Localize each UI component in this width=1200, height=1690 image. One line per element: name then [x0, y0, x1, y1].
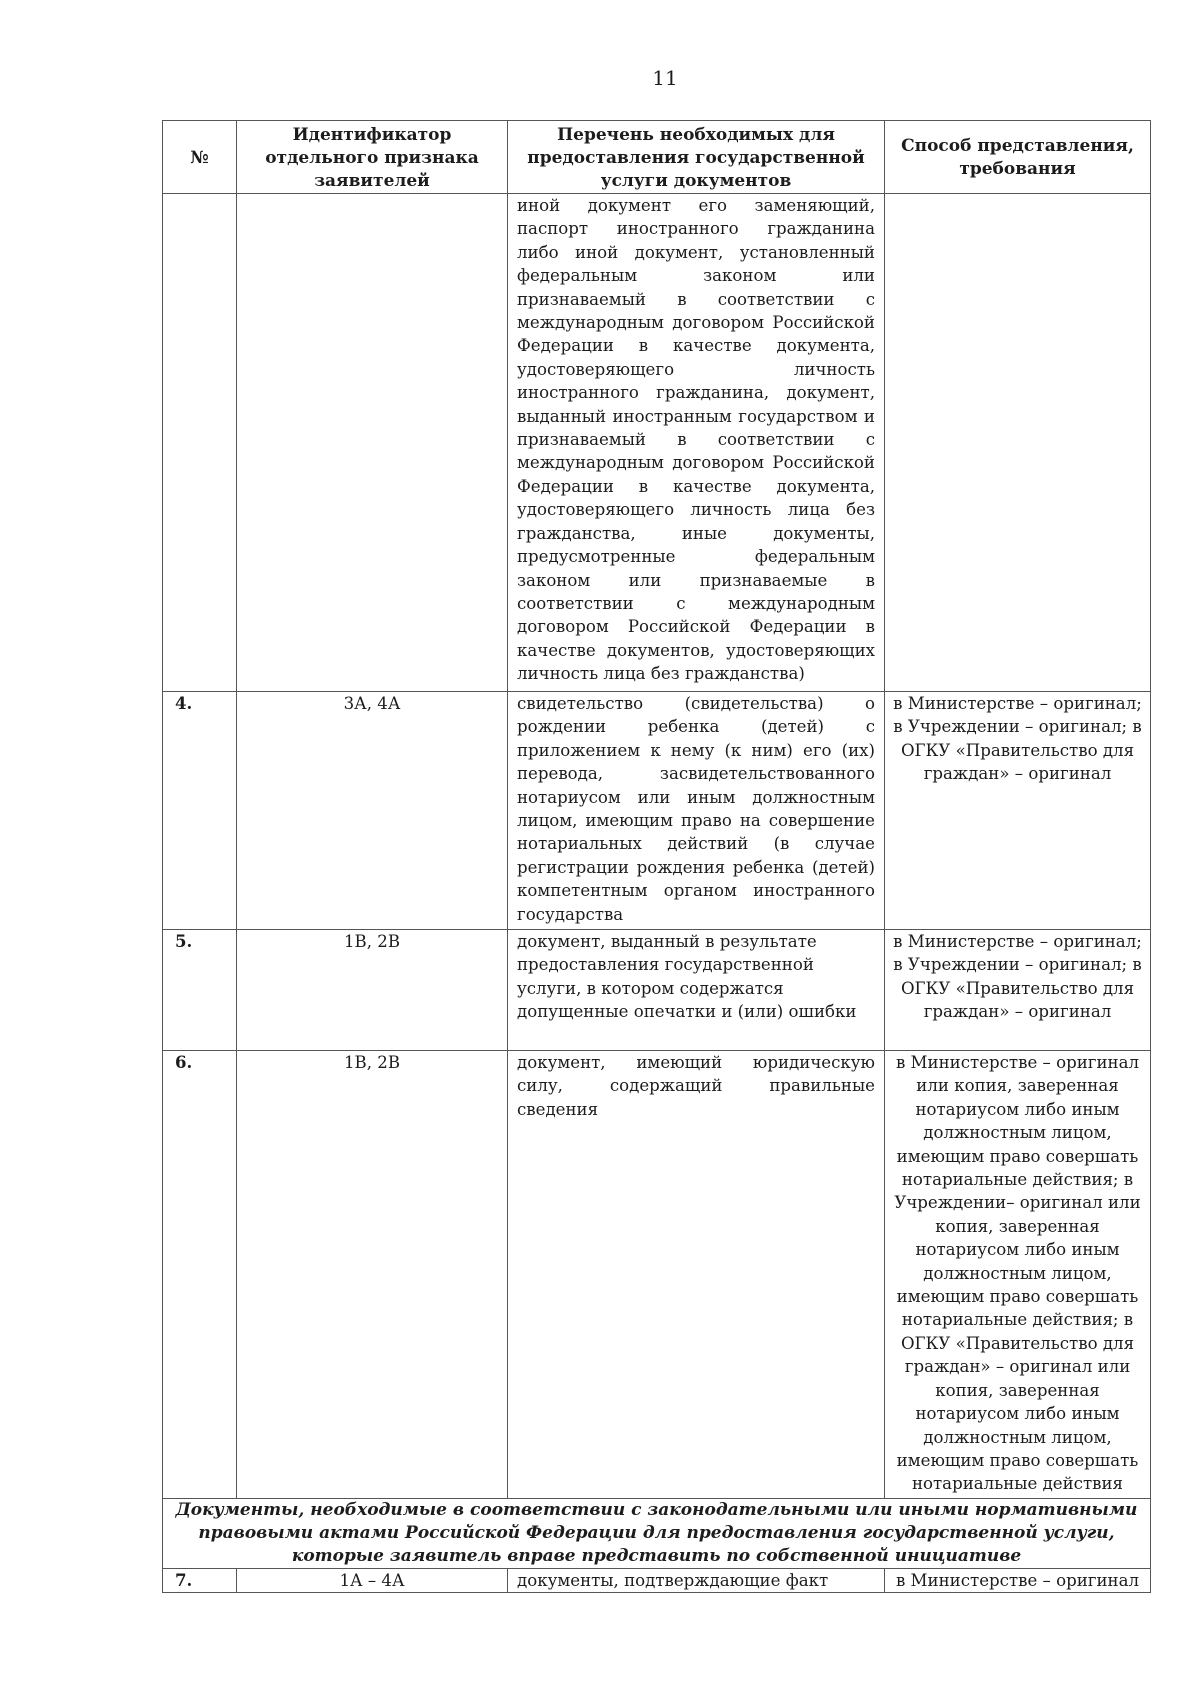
- section-heading: Документы, необходимые в соответствии с законодательными или иными нормативными правовыми актами Российской Федерации для предоставления государственной услуги, которые заявитель вправе представить по собственной инициативе: [163, 1499, 1151, 1569]
- row-num: 4.: [163, 692, 237, 930]
- row-identifier: 1В, 2В: [237, 930, 508, 1051]
- header-documents: Перечень необходимых для предоставления государственной услуги документов: [508, 121, 885, 194]
- row-method: в Министерстве – оригинал: [885, 1569, 1151, 1593]
- row-method: в Министерстве – оригинал или копия, заверенная нотариусом либо иным должностным лицом, имеющим право совершать нотариальные действия; в Учреждении– оригинал или копия, заверенная нотариусом либо иным должностным лицом, имеющим право совершать нотариальные действия; в ОГКУ «Правительство для граждан» – оригинал или копия, заверенная нотариусом либо иным должностным лицом, имеющим право совершать нотариальные действия: [885, 1051, 1151, 1499]
- row-identifier: 3А, 4А: [237, 692, 508, 930]
- table-row: [163, 692, 1151, 930]
- table-header-row: [163, 121, 1151, 194]
- row-documents: свидетельство (свидетельства) о рождении ребенка (детей) с приложением к нему (к ним) его (их) перевода, засвидетельствованного нотариусом или иным должностным лицом, имеющим право на совершение нотариальных действий (в случае регистрации рождения ребенка (детей) компетентным органом иностранного государства: [508, 692, 885, 930]
- header-num: №: [163, 121, 237, 194]
- table-row: [163, 1569, 1151, 1593]
- row-method: [885, 194, 1151, 692]
- row-documents: документ, имеющий юридическую силу, содержащий правильные сведения: [508, 1051, 885, 1499]
- table-row: [163, 1051, 1151, 1499]
- table-row: [163, 930, 1151, 1051]
- row-method: в Министерстве – оригинал; в Учреждении – оригинал; в ОГКУ «Правительство для граждан» – оригинал: [885, 930, 1151, 1051]
- header-identifier: Идентификатор отдельного признака заявителей: [237, 121, 508, 194]
- row-identifier: 1А – 4А: [237, 1569, 508, 1593]
- documents-table: [162, 120, 1151, 1593]
- row-method: в Министерстве – оригинал; в Учреждении – оригинал; в ОГКУ «Правительство для граждан» – оригинал: [885, 692, 1151, 930]
- row-num: [163, 194, 237, 692]
- section-heading-row: [163, 1499, 1151, 1569]
- row-identifier: 1В, 2В: [237, 1051, 508, 1499]
- row-documents: документ, выданный в результате предоставления государственной услуги, в котором содержатся допущенные опечатки и (или) ошибки: [508, 930, 885, 1051]
- page-number: 11: [652, 66, 678, 90]
- table-row: [163, 194, 1151, 692]
- row-num: 5.: [163, 930, 237, 1051]
- row-identifier: [237, 194, 508, 692]
- row-documents: документы, подтверждающие факт: [508, 1569, 885, 1593]
- row-num: 6.: [163, 1051, 237, 1499]
- header-method: Способ представления, требования: [885, 121, 1151, 194]
- row-num: 7.: [163, 1569, 237, 1593]
- row-documents: иной документ его заменяющий, паспорт иностранного гражданина либо иной документ, установленный федеральным законом или признаваемый в соответствии с международным договором Российской Федерации в качестве документа, удостоверяющего личность иностранного гражданина, документ, выданный иностранным государством и признаваемый в соответствии с международным договором Российской Федерации в качестве документа, удостоверяющего личность лица без гражданства, иные документы, предусмотренные федеральным законом или признаваемые в соответствии с международным договором Российской Федерации в качестве документов, удостоверяющих личность лица без гражданства): [508, 194, 885, 692]
